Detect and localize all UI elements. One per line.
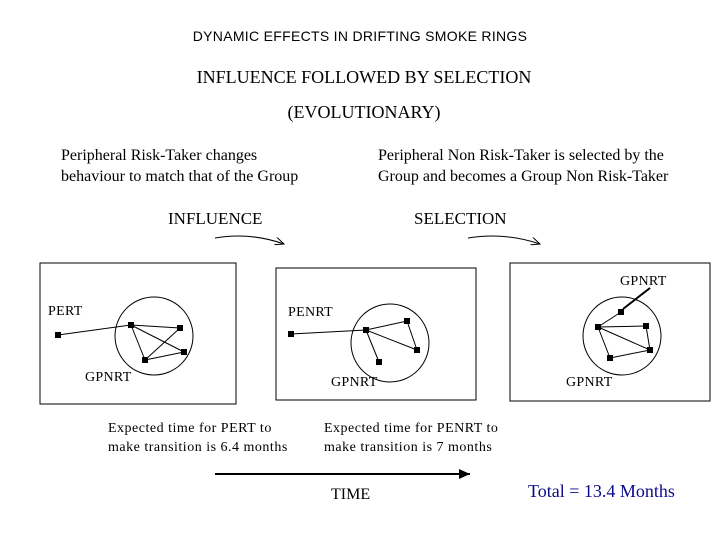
total-time-label: Total = 13.4 Months [528, 481, 675, 501]
influence-label: INFLUENCE [168, 209, 263, 228]
group-ring [351, 304, 429, 382]
box3-peripheral-label: GPNRT [620, 274, 667, 289]
page-subtitle: INFLUENCE FOLLOWED BY SELECTION [196, 67, 532, 87]
pert-label: PERT [48, 304, 83, 319]
pert-expected-time-note: Expected time for PERT to make transition is 6.4 months [108, 421, 288, 455]
group-ring [583, 297, 661, 375]
group-network [598, 312, 650, 358]
peripheral-node [55, 332, 61, 338]
state-box-1 [40, 263, 236, 404]
selection-arrow [468, 236, 540, 244]
agent-nodes [595, 309, 653, 361]
penrt-label: PENRT [288, 305, 333, 320]
box2-group-label: GPNRT [331, 375, 378, 390]
box1-group-label: GPNRT [85, 370, 132, 385]
time-label: TIME [331, 486, 371, 503]
absorbed-node [618, 309, 624, 315]
group-network [58, 325, 184, 360]
selection-description: Peripheral Non Risk-Taker is selected by the Group and becomes a Group Non Risk-Taker [378, 147, 669, 185]
group-ring [115, 297, 193, 375]
page-title: DYNAMIC EFFECTS IN DRIFTING SMOKE RINGS [192, 28, 528, 44]
influence-description: Peripheral Risk-Taker changes behaviour to match that of the Group [61, 147, 299, 185]
selection-label: SELECTION [414, 209, 507, 228]
box3-group-label: GPNRT [566, 375, 613, 390]
peripheral-node [288, 331, 294, 337]
influence-arrow [215, 236, 284, 244]
page-subtitle-2: (EVOLUTIONARY) [287, 102, 441, 122]
penrt-expected-time-note: Expected time for PENRT to make transition is 7 months [324, 421, 499, 455]
